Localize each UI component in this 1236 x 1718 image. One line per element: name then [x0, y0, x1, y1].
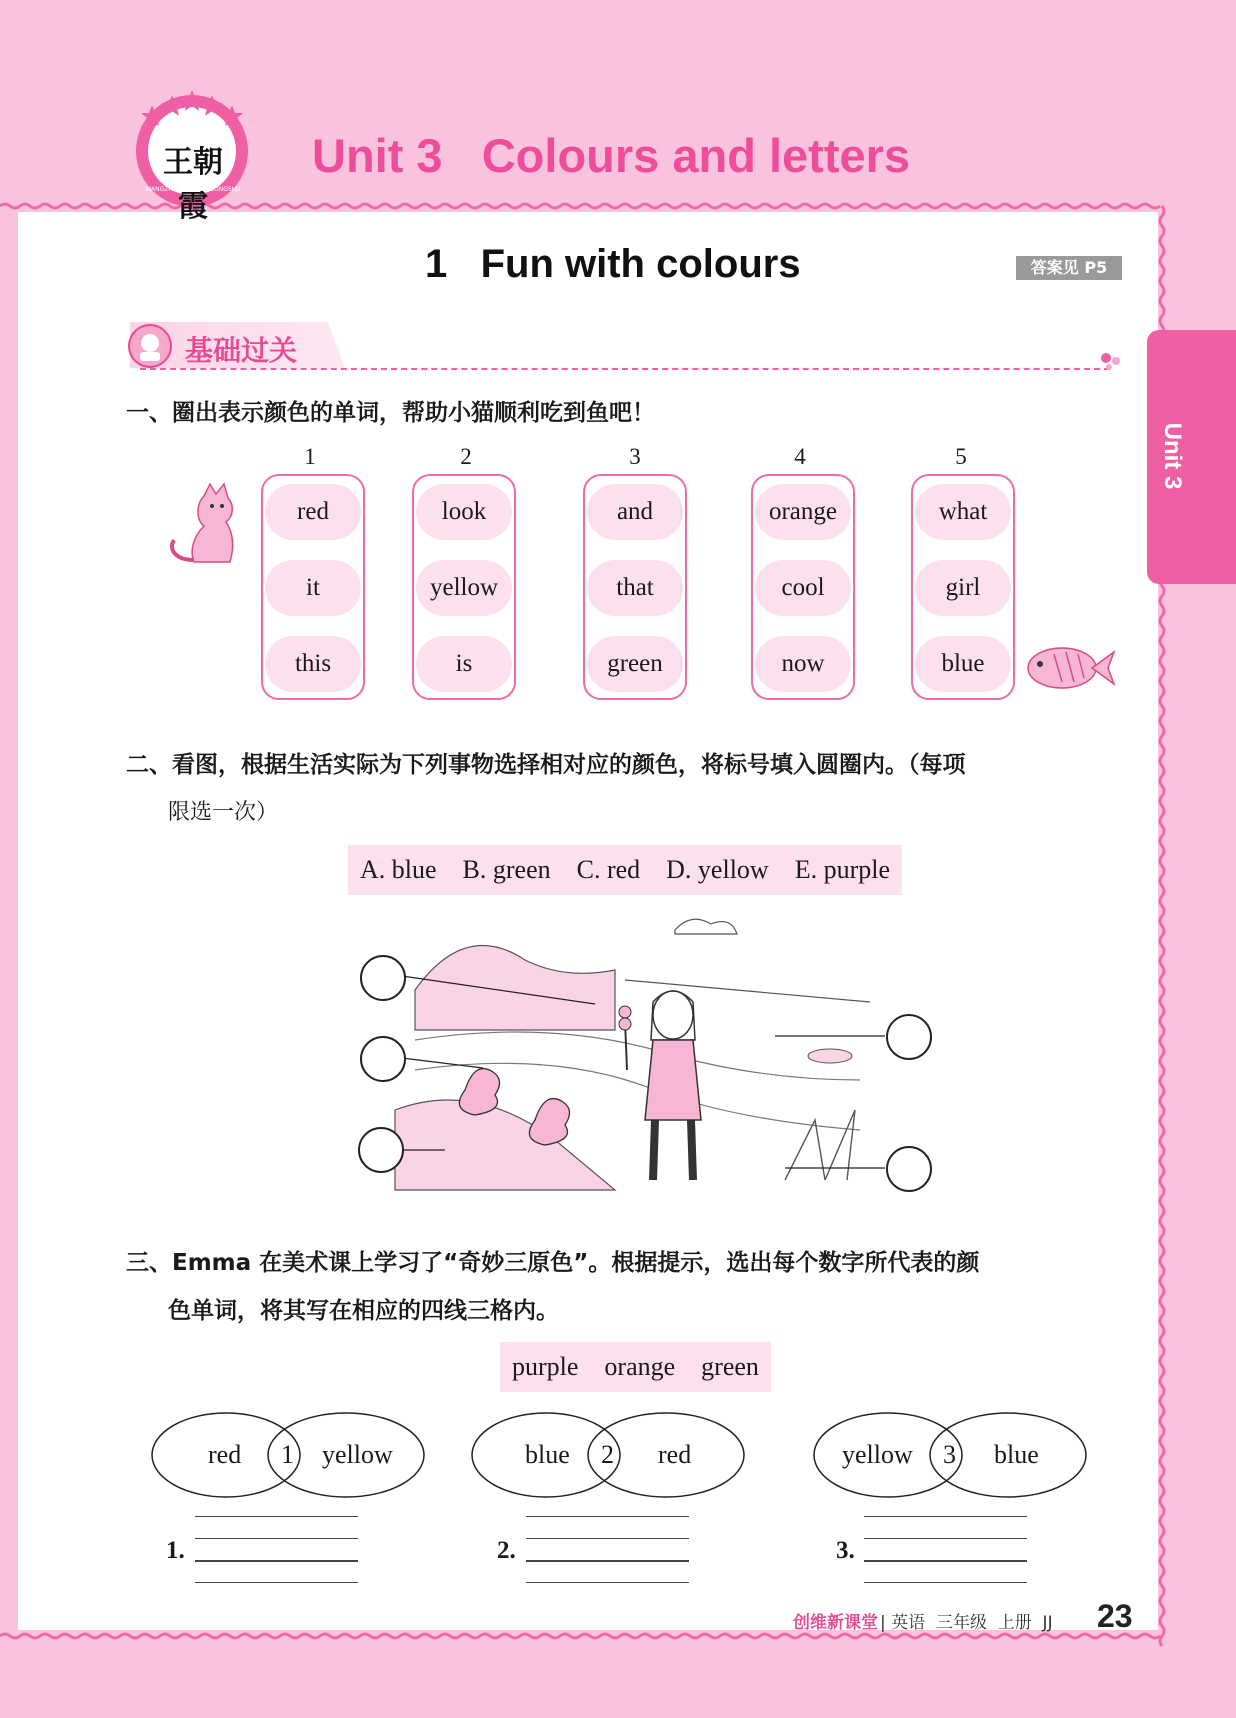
answer-reference-badge: 答案见 P5 — [1016, 256, 1122, 280]
section-divider — [140, 368, 1110, 370]
unit-title: Unit 3 Colours and letters — [312, 129, 911, 182]
answer-circle[interactable] — [360, 955, 406, 1001]
writing-grid-2[interactable] — [526, 1516, 689, 1582]
q2-instruction-line1: 二、看图，根据生活实际为下列事物选择相对应的颜色，将标号填入圆圈内。（每项 — [126, 752, 966, 778]
q1-word-option[interactable]: green — [587, 636, 683, 692]
wavy-border-bottom — [0, 1634, 1160, 1638]
q1-word-option[interactable]: look — [416, 484, 512, 540]
writing-grid-3[interactable] — [864, 1516, 1027, 1582]
q1-word-option[interactable]: cool — [755, 560, 851, 616]
venn-number: 2 — [601, 1440, 614, 1469]
q1-word-option[interactable]: it — [265, 560, 361, 616]
q1-word-option[interactable]: this — [265, 636, 361, 692]
section-label: 基础过关 — [185, 334, 298, 367]
q3-instruction-line2: 色单词，将其写在相应的四线三格内。 — [168, 1298, 559, 1324]
side-unit-tab-label: Unit 3 — [1159, 422, 1186, 490]
pointer-lines — [355, 940, 935, 1200]
writing-grid-1[interactable] — [195, 1516, 358, 1582]
venn-right-word: red — [658, 1440, 692, 1469]
footer-book-info: | 英语 三年级 上册 JJ — [880, 1613, 1053, 1633]
venn-left-word: yellow — [842, 1440, 913, 1469]
q1-word-option[interactable]: what — [915, 484, 1011, 540]
venn-number: 1 — [281, 1440, 294, 1469]
cat-icon — [164, 482, 252, 568]
answer-circle[interactable] — [886, 1014, 932, 1060]
venn-number: 3 — [943, 1440, 956, 1469]
answer-label: 1. — [166, 1537, 185, 1564]
answer-label: 2. — [497, 1537, 516, 1564]
logo-brand-text: 王朝霞 — [163, 145, 223, 224]
q3-instruction-line1: 三、Emma 在美术课上学习了“奇妙三原色”。根据提示，选出每个数字所代表的颜 — [126, 1250, 980, 1276]
answer-label: 3. — [836, 1537, 855, 1564]
footer-series-name: 创维新课堂 — [793, 1613, 878, 1633]
q1-word-option[interactable]: blue — [915, 636, 1011, 692]
venn-left-word: red — [208, 1440, 242, 1469]
q1-word-option[interactable]: girl — [915, 560, 1011, 616]
q1-col-num: 2 — [460, 444, 472, 469]
q2-instruction-line2: 限选一次） — [168, 800, 279, 825]
answer-circle[interactable] — [886, 1146, 932, 1192]
fish-icon — [1024, 640, 1116, 696]
q1-col-num: 3 — [629, 444, 641, 469]
answer-circle[interactable] — [360, 1036, 406, 1082]
q1-col-num: 5 — [955, 444, 967, 469]
q1-col-num: 1 — [304, 444, 316, 469]
q1-instruction: 一、圈出表示颜色的单词，帮助小猫顺利吃到鱼吧！ — [126, 400, 655, 426]
q1-word-option[interactable]: red — [265, 484, 361, 540]
q1-col-num: 4 — [794, 444, 806, 469]
q1-word-option[interactable]: now — [755, 636, 851, 692]
lesson-title: 1 Fun with colours — [425, 242, 801, 286]
q1-word-option[interactable]: orange — [755, 484, 851, 540]
venn-right-word: blue — [994, 1440, 1039, 1469]
logo-ring-text: WANGZHAOXIA XILIE CONGSHU — [145, 186, 241, 193]
q2-color-options: A. blue B. green C. red D. yellow E. purple — [348, 845, 902, 895]
venn-left-word: blue — [525, 1440, 570, 1469]
page-number: 23 — [1097, 1598, 1133, 1634]
mascot-icon — [126, 322, 176, 372]
q1-word-option[interactable]: and — [587, 484, 683, 540]
answer-circle[interactable] — [358, 1127, 404, 1173]
q1-word-option[interactable]: yellow — [416, 560, 512, 616]
q1-word-option[interactable]: is — [416, 636, 512, 692]
q3-color-options: purple orange green — [500, 1342, 771, 1392]
q1-word-option[interactable]: that — [587, 560, 683, 616]
venn-right-word: yellow — [322, 1440, 393, 1469]
dots-decoration-icon — [1100, 352, 1124, 372]
